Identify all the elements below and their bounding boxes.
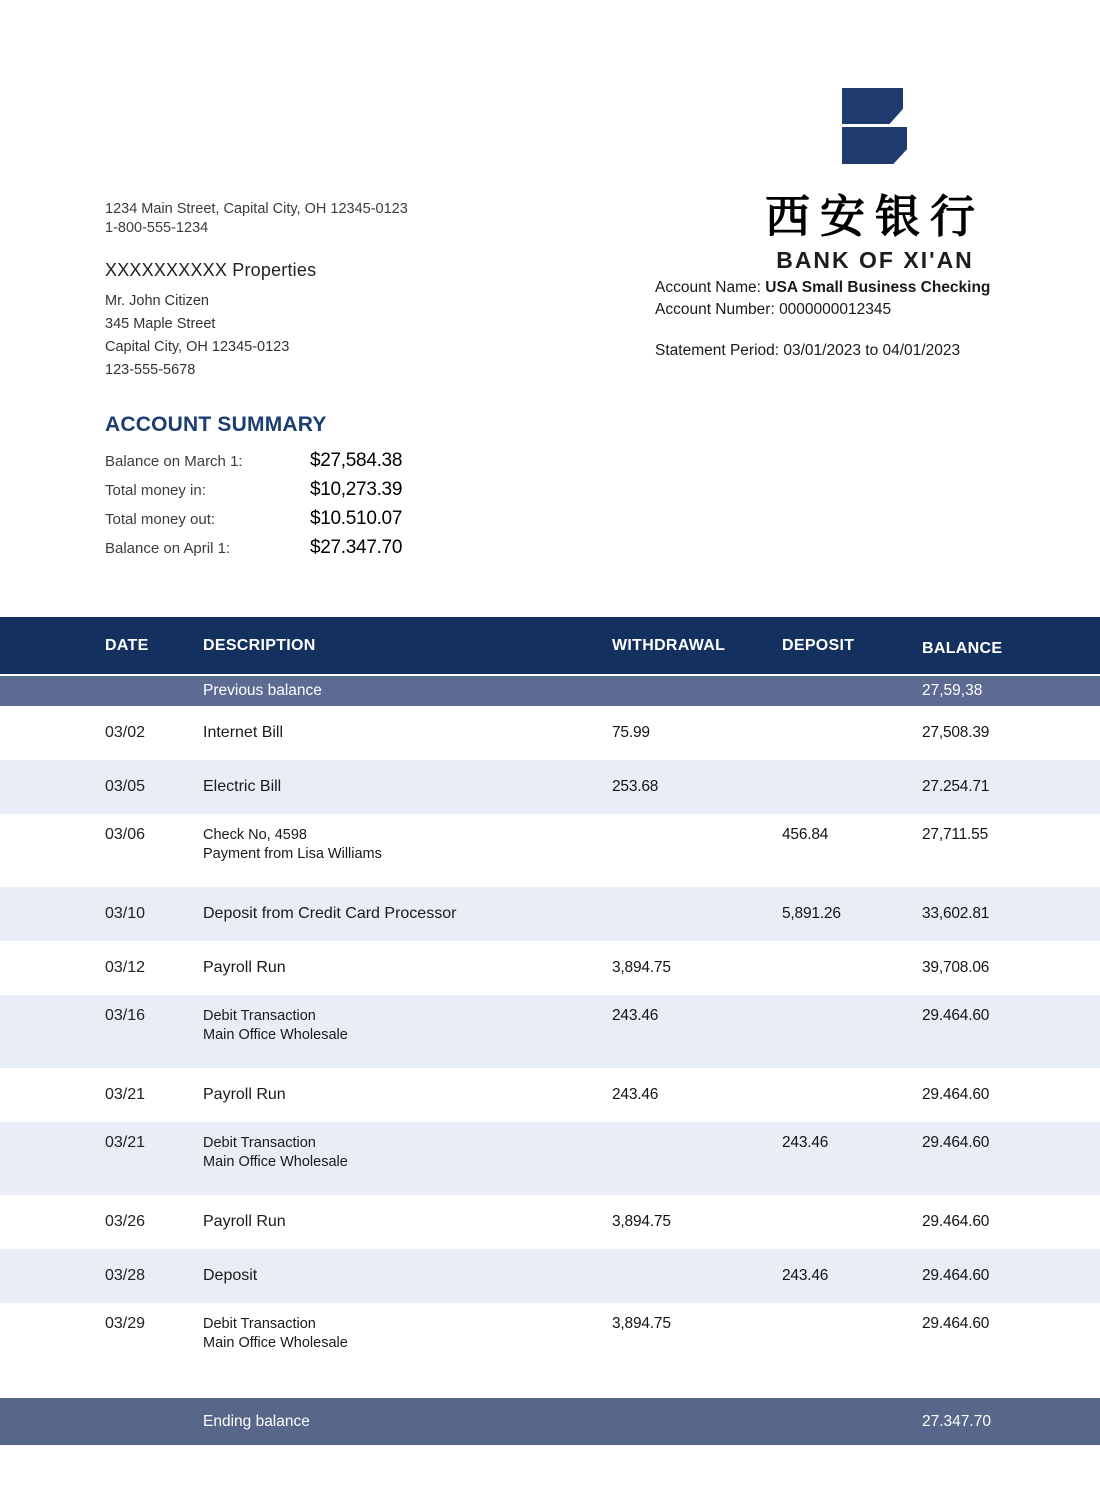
statement-period-line <box>655 340 990 362</box>
bank-logo <box>745 88 1005 274</box>
account-number-label: Account Number: <box>655 301 780 318</box>
summary-value: $27.347.70 <box>310 537 403 558</box>
table-row <box>0 760 1100 814</box>
balance-amount: 29.464.60 <box>922 1086 990 1103</box>
transaction-date: 03/05 <box>105 778 146 795</box>
customer-name: Mr. John Citizen <box>105 293 209 309</box>
balance-amount: 27,508.39 <box>922 724 990 741</box>
withdrawal-amount: 3,894.75 <box>612 1315 671 1332</box>
table-header-row <box>0 617 1100 674</box>
header-description: DESCRIPTION <box>203 636 316 654</box>
table-row <box>0 1122 1100 1195</box>
withdrawal-amount: 243.46 <box>612 1086 659 1103</box>
balance-amount: 29.464.60 <box>922 1267 990 1284</box>
transaction-description: Payroll Run <box>203 959 286 976</box>
customer-address-block <box>105 260 316 382</box>
summary-label: Balance on April 1: <box>105 540 231 557</box>
transaction-date: 03/16 <box>105 1007 146 1024</box>
table-row <box>0 1249 1100 1303</box>
withdrawal-amount: 243.46 <box>612 1007 659 1024</box>
summary-row <box>105 508 402 537</box>
ending-balance-label: Ending balance <box>203 1412 310 1430</box>
table-row <box>0 995 1100 1068</box>
transaction-date: 03/12 <box>105 959 146 976</box>
ending-balance-row <box>0 1398 1100 1445</box>
header-date: DATE <box>105 636 149 654</box>
summary-value: $27,584.38 <box>310 450 403 471</box>
summary-value: $10.510.07 <box>310 508 403 529</box>
table-row <box>0 1068 1100 1122</box>
balance-amount: 27,711.55 <box>922 826 989 843</box>
account-summary-section <box>105 413 402 566</box>
transaction-date: 03/26 <box>105 1213 146 1230</box>
transaction-date: 03/29 <box>105 1315 146 1332</box>
account-name-label: Account Name: <box>655 279 766 296</box>
table-body <box>0 706 1100 1376</box>
balance-amount: 33,602.81 <box>922 905 990 922</box>
header-deposit: DEPOSIT <box>782 636 855 654</box>
transaction-date: 03/21 <box>105 1086 146 1103</box>
transaction-date: 03/28 <box>105 1267 146 1284</box>
previous-balance-label: Previous balance <box>203 682 322 699</box>
table-row <box>0 887 1100 941</box>
withdrawal-amount: 3,894.75 <box>612 959 671 976</box>
balance-amount: 29.464.60 <box>922 1134 990 1151</box>
logo-top-block-icon <box>842 88 903 124</box>
transaction-description: Debit Transaction Main Office Wholesale <box>203 1316 348 1351</box>
balance-amount: 29.464.60 <box>922 1213 990 1230</box>
header-withdrawal: WITHDRAWAL <box>612 636 726 654</box>
bank-logo-icon <box>842 88 908 164</box>
table-row <box>0 941 1100 995</box>
bank-address-line: 1234 Main Street, Capital City, OH 12345-0123 <box>105 201 408 217</box>
bank-phone: 1-800-555-1234 <box>105 220 209 236</box>
transaction-description: Internet Bill <box>203 724 284 741</box>
table-row <box>0 1303 1100 1376</box>
account-summary-title: ACCOUNT SUMMARY <box>105 413 327 436</box>
withdrawal-amount: 75.99 <box>612 724 650 741</box>
customer-company: XXXXXXXXXX Properties <box>105 260 317 280</box>
customer-phone: 123-555-5678 <box>105 362 196 378</box>
account-number-line <box>655 299 990 321</box>
deposit-amount: 243.46 <box>782 1134 829 1151</box>
deposit-amount: 5,891.26 <box>782 905 841 922</box>
summary-value: $10,273.39 <box>310 479 403 500</box>
summary-label: Total money out: <box>105 511 216 528</box>
summary-label: Balance on March 1: <box>105 453 243 470</box>
transaction-description: Payroll Run <box>203 1086 286 1103</box>
balance-amount: 39,708.06 <box>922 959 990 976</box>
transaction-description: Payroll Run <box>203 1213 286 1230</box>
account-info-block <box>655 277 990 362</box>
bank-name-chinese: 西安银行 <box>764 190 985 243</box>
transaction-description: Deposit <box>203 1267 258 1284</box>
withdrawal-amount: 3,894.75 <box>612 1213 671 1230</box>
transaction-description: Debit Transaction Main Office Wholesale <box>203 1135 348 1170</box>
statement-period-value: 03/01/2023 to 04/01/2023 <box>783 342 961 359</box>
summary-row <box>105 450 402 479</box>
statement-period-label: Statement Period: <box>655 342 784 359</box>
transaction-date: 03/02 <box>105 724 146 741</box>
transaction-description: Deposit from Credit Card Processor <box>203 905 457 922</box>
transactions-table <box>0 617 1100 1445</box>
summary-row <box>105 537 402 566</box>
transaction-date: 03/06 <box>105 826 146 843</box>
transaction-description: Debit Transaction Main Office Wholesale <box>203 1008 348 1043</box>
withdrawal-amount: 253.68 <box>612 778 659 795</box>
ending-balance-amount: 27.347.70 <box>922 1412 991 1430</box>
header-balance: BALANCE <box>922 639 1003 657</box>
previous-balance-row <box>0 676 1100 706</box>
bank-name-english: BANK OF XI'AN <box>776 247 974 273</box>
balance-amount: 29.464.60 <box>922 1007 990 1024</box>
transaction-description: Check No, 4598 Payment from Lisa Williams <box>203 827 382 862</box>
transaction-date: 03/10 <box>105 905 146 922</box>
account-name-value: USA Small Business Checking <box>765 279 991 296</box>
table-row <box>0 814 1100 887</box>
deposit-amount: 243.46 <box>782 1267 829 1284</box>
table-row <box>0 1195 1100 1249</box>
transaction-description: Electric Bill <box>203 778 282 795</box>
previous-balance-amount: 27,59,38 <box>922 682 983 699</box>
balance-amount: 29.464.60 <box>922 1315 990 1332</box>
balance-amount: 27.254.71 <box>922 778 990 795</box>
summary-row <box>105 479 402 508</box>
table-row <box>0 706 1100 760</box>
logo-bottom-block-icon <box>842 127 907 164</box>
summary-label: Total money in: <box>105 482 206 499</box>
deposit-amount: 456.84 <box>782 826 829 843</box>
statement-header-section <box>0 0 1100 617</box>
customer-street: 345 Maple Street <box>105 316 216 332</box>
customer-city: Capital City, OH 12345-0123 <box>105 339 290 355</box>
account-name-line <box>655 277 990 299</box>
transaction-date: 03/21 <box>105 1134 146 1151</box>
account-number-value: 0000000012345 <box>779 301 892 318</box>
bank-address-block <box>105 200 408 238</box>
